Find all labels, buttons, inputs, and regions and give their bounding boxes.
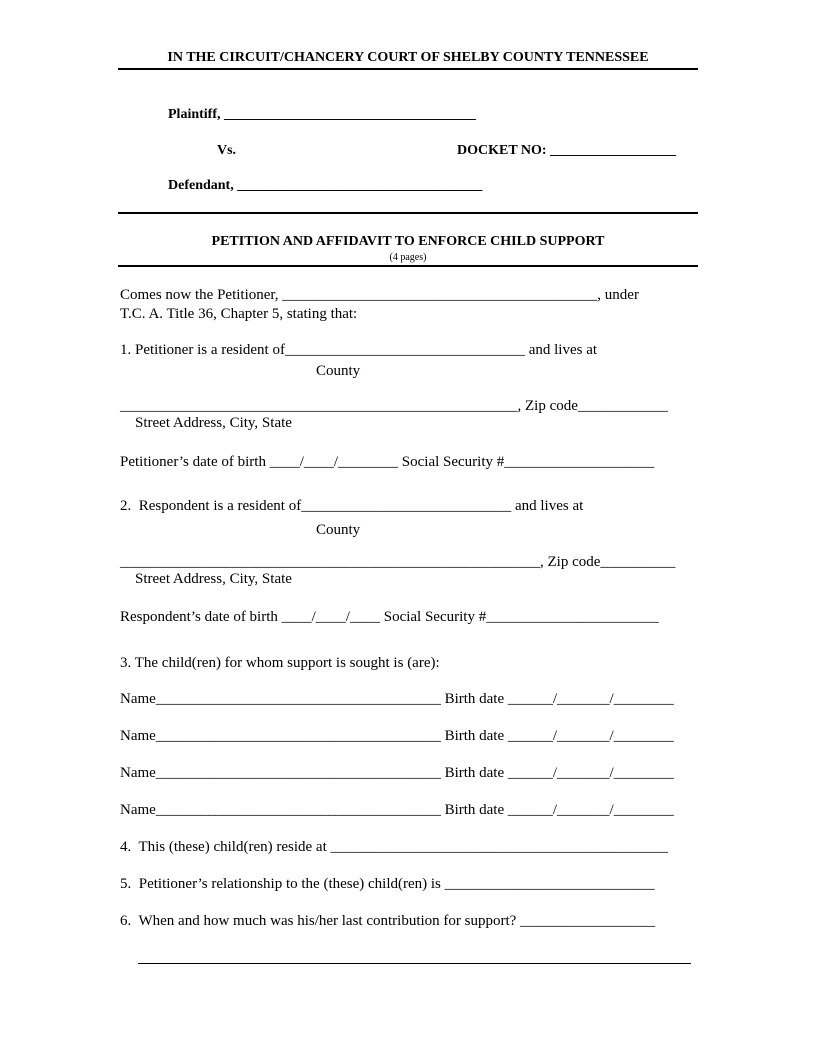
relationship-field[interactable]: 5. Petitioner’s relationship to the (these) child(ren) is ____________________________ [120,876,655,892]
respondent-address-field[interactable]: ________________________________________________________, Zip code__________ [120,554,676,570]
caption-rule-bottom [118,265,698,267]
statute-reference: T.C. A. Title 36, Chapter 5, stating that: [120,306,358,322]
children-heading: 3. The child(ren) for whom support is sought is (are): [120,655,440,671]
last-contribution-field[interactable]: 6. When and how much was his/her last contribution for support? __________________ [120,913,656,929]
plaintiff-field[interactable]: Plaintiff, ____________________________________ [168,107,476,122]
child-row[interactable]: Name______________________________________ Birth date ______/_______/________ [120,802,674,818]
vs-label: Vs. [217,143,237,158]
defendant-field[interactable]: Defendant, ___________________________________ [168,178,483,193]
child-row[interactable]: Name______________________________________ Birth date ______/_______/________ [120,765,674,781]
respondent-dob-ssn-field[interactable]: Respondent’s date of birth ____/____/____ Social Security #_______________________ [120,609,659,625]
child-residence-field[interactable]: 4. This (these) child(ren) reside at _____________________________________________ [120,839,668,855]
child-row[interactable]: Name______________________________________ Birth date ______/_______/________ [120,728,674,744]
petitioner-dob-ssn-field[interactable]: Petitioner’s date of birth ____/____/________ Social Security #____________________ [120,454,655,470]
respondent-county-field[interactable]: 2. Respondent is a resident of____________________________ and lives at [120,498,584,514]
county-caption: County [316,363,361,379]
address-caption: Street Address, City, State [135,415,292,431]
court-title: IN THE CIRCUIT/CHANCERY COURT OF SHELBY COUNTY TENNESSEE [167,50,649,65]
petitioner-name-field[interactable]: Comes now the Petitioner, __________________________________________, under [120,287,639,303]
caption-rule-top [118,212,698,214]
address-caption: Street Address, City, State [135,571,292,587]
child-row[interactable]: Name______________________________________ Birth date ______/_______/________ [120,691,674,707]
petitioner-county-field[interactable]: 1. Petitioner is a resident of________________________________ and lives at [120,342,598,358]
county-caption: County [316,522,361,538]
docket-field[interactable]: DOCKET NO: __________________ [457,143,677,158]
petitioner-address-field[interactable]: _____________________________________________________, Zip code____________ [120,398,668,414]
heading-rule [118,68,698,70]
last-contribution-continuation-line[interactable] [138,963,691,964]
document-title: PETITION AND AFFIDAVIT TO ENFORCE CHILD SUPPORT [211,234,605,249]
page-count: (4 pages) [389,252,427,263]
